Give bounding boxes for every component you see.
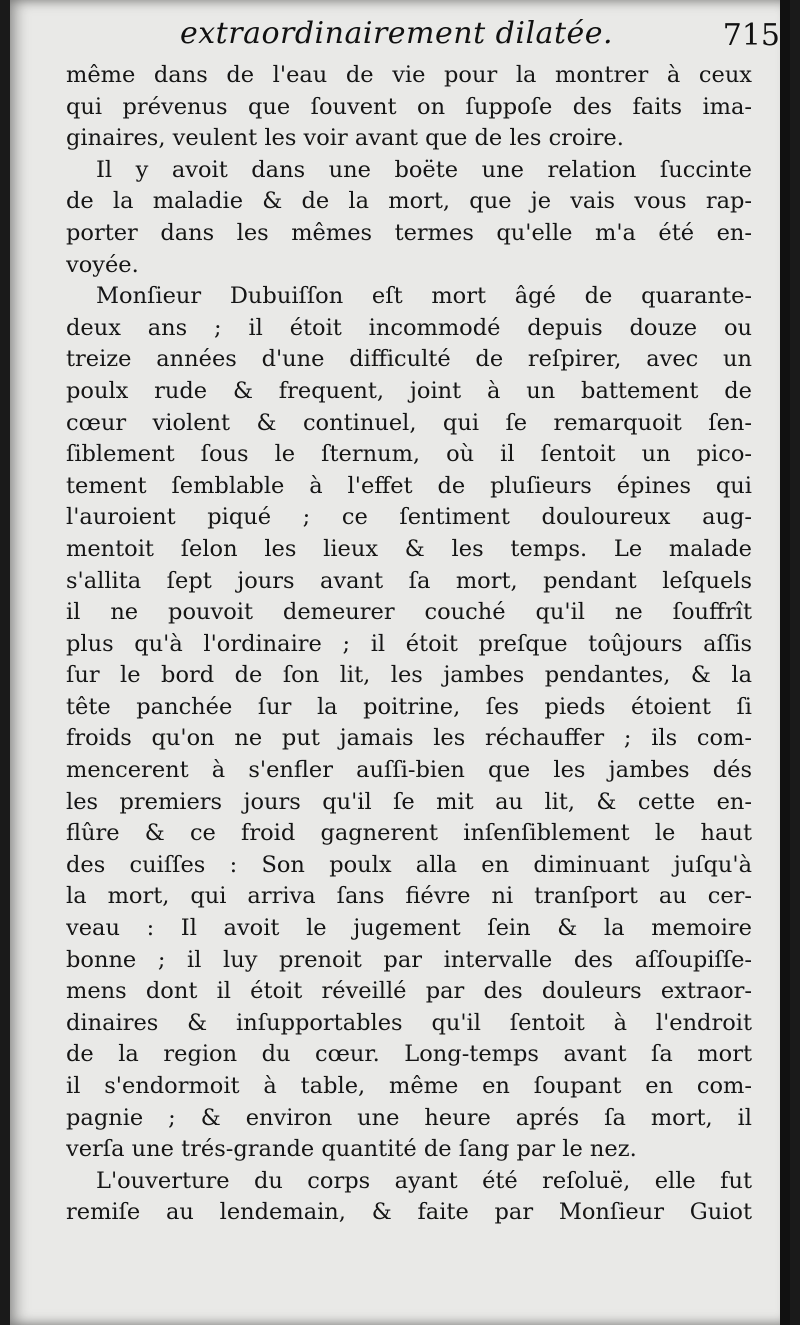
book-page bbox=[10, 0, 790, 1325]
text-line: L'ouverture du corps ayant été reſoluë, elle fut bbox=[96, 1167, 752, 1194]
text-line: il ne pouvoit demeurer couché qu'il ne ſouffrît bbox=[66, 599, 752, 626]
text-line: de la maladie & de la mort, que je vais vous rap- bbox=[66, 188, 752, 215]
text-line: tement ſemblable à l'effet de pluſieurs épines qui bbox=[66, 472, 752, 499]
text-line: cœur violent & continuel, qui ſe remarquoit ſen- bbox=[66, 409, 752, 436]
text-line: mens dont il étoit réveillé par des douleurs extraor- bbox=[66, 978, 752, 1005]
text-line: bonne ; il luy prenoit par intervalle des aſſoupiſſe- bbox=[66, 946, 752, 973]
text-line: ſiblement ſous le ſternum, où il ſentoit un pico- bbox=[66, 441, 752, 468]
text-line: froids qu'on ne put jamais les réchauffer ; ils com- bbox=[66, 725, 752, 752]
text-line: Il y avoit dans une boëte une relation ſuccinte bbox=[96, 156, 752, 183]
text-line: de la region du cœur. Long-temps avant ſa mort bbox=[66, 1041, 752, 1068]
text-line: s'allita ſept jours avant ſa mort, pendant leſquels bbox=[66, 567, 752, 594]
text-line: ſur le bord de ſon lit, les jambes pendantes, & la bbox=[66, 662, 752, 689]
page-header bbox=[60, 14, 780, 54]
text-line: mentoit ſelon les lieux & les temps. Le malade bbox=[66, 535, 752, 562]
text-line: plus qu'à l'ordinaire ; il étoit preſque toûjours aſſis bbox=[66, 630, 752, 657]
text-line: deux ans ; il étoit incommodé depuis douze ou bbox=[66, 314, 752, 341]
page-edge-shadow bbox=[780, 0, 790, 1325]
text-line: même dans de l'eau de vie pour la montrer à ceux bbox=[66, 62, 752, 88]
text-line: l'auroient piqué ; ce ſentiment douloureux aug- bbox=[66, 504, 752, 531]
text-line: veau : Il avoit le jugement ſein & la memoire bbox=[66, 915, 752, 942]
text-line: mencerent à s'enfler auſſi-bien que les jambes dés bbox=[66, 757, 752, 784]
text-line: verſa une trés-grande quantité de ſang par le nez. bbox=[66, 1136, 637, 1163]
text-line: les premiers jours qu'il ſe mit au lit, & cette en- bbox=[66, 788, 752, 815]
text-line: la mort, qui arriva ſans fiévre ni tranſport au cer- bbox=[66, 883, 752, 910]
text-line: voyée. bbox=[66, 251, 139, 278]
text-line: qui prévenus que ſouvent on ſuppoſe des faits ima- bbox=[66, 93, 752, 120]
text-line: Monſieur Dubuiſſon eſt mort âgé de quarante- bbox=[96, 283, 752, 310]
body-text bbox=[66, 60, 752, 1229]
text-line: ginaires, veulent les voir avant que de les croire. bbox=[66, 125, 624, 152]
text-line: tête panchée ſur la poitrine, ſes pieds étoient ſi bbox=[66, 693, 752, 720]
text-line: des cuiſſes : Son poulx alla en diminuant juſqu'à bbox=[66, 851, 752, 878]
text-line: porter dans les mêmes termes qu'elle m'a été en- bbox=[66, 219, 752, 246]
text-line: flûre & ce froid gagnerent inſenſiblement le haut bbox=[66, 820, 752, 847]
text-line: treize années d'une difficulté de reſpirer, avec un bbox=[66, 346, 752, 373]
text-line: poulx rude & frequent, joint à un battement de bbox=[66, 377, 752, 404]
text-line: dinaires & inſupportables qu'il ſentoit à l'endroit bbox=[66, 1009, 752, 1036]
text-line: remiſe au lendemain, & faite par Monſieur Guiot bbox=[66, 1199, 752, 1226]
text-line: pagnie ; & environ une heure aprés ſa mort, il bbox=[66, 1104, 752, 1131]
page-number: 715 bbox=[722, 18, 780, 53]
text-line: il s'endormoit à table, même en ſoupant en com- bbox=[66, 1073, 752, 1099]
running-title: extraordinairement dilatée. bbox=[180, 16, 614, 51]
